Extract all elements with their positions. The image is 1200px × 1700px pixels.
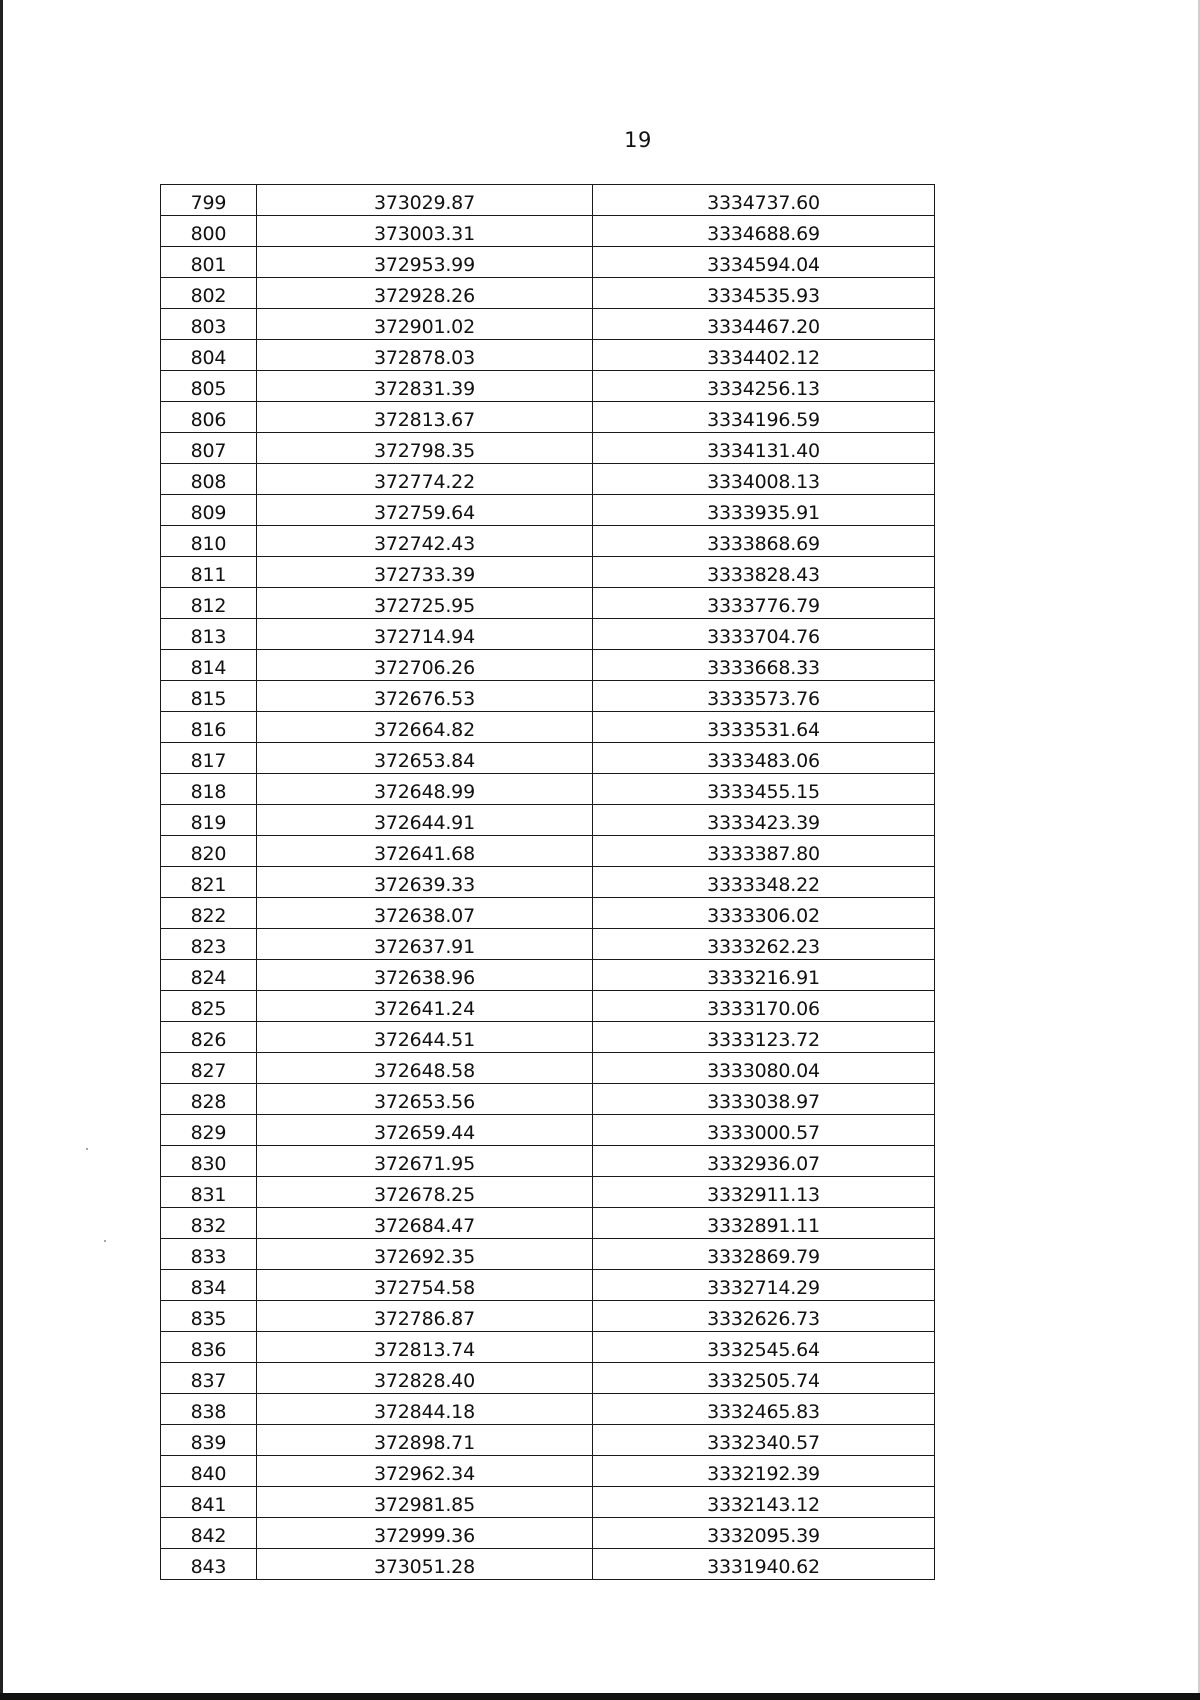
x-coordinate-cell: 372878.03: [257, 340, 593, 371]
table-row: [161, 1239, 935, 1270]
table-row: [161, 557, 935, 588]
table-row: [161, 1487, 935, 1518]
point-id-cell: 811: [161, 557, 257, 588]
point-id-cell: 801: [161, 247, 257, 278]
y-coordinate-cell: 3333828.43: [593, 557, 935, 588]
y-coordinate-cell: 3333262.23: [593, 929, 935, 960]
table-row: [161, 1146, 935, 1177]
table-row: [161, 774, 935, 805]
scan-speck: [86, 1148, 88, 1150]
y-coordinate-cell: 3332891.11: [593, 1208, 935, 1239]
y-coordinate-cell: 3334196.59: [593, 402, 935, 433]
x-coordinate-cell: 372786.87: [257, 1301, 593, 1332]
y-coordinate-cell: 3334737.60: [593, 185, 935, 216]
y-coordinate-cell: 3334535.93: [593, 278, 935, 309]
x-coordinate-cell: 372928.26: [257, 278, 593, 309]
point-id-cell: 812: [161, 588, 257, 619]
table-row: [161, 1208, 935, 1239]
point-id-cell: 841: [161, 1487, 257, 1518]
table-row: [161, 1518, 935, 1549]
point-id-cell: 839: [161, 1425, 257, 1456]
x-coordinate-cell: 372714.94: [257, 619, 593, 650]
point-id-cell: 836: [161, 1332, 257, 1363]
x-coordinate-cell: 373051.28: [257, 1549, 593, 1580]
x-coordinate-cell: 372813.74: [257, 1332, 593, 1363]
point-id-cell: 803: [161, 309, 257, 340]
point-id-cell: 842: [161, 1518, 257, 1549]
point-id-cell: 813: [161, 619, 257, 650]
y-coordinate-cell: 3332626.73: [593, 1301, 935, 1332]
y-coordinate-cell: 3333455.15: [593, 774, 935, 805]
y-coordinate-cell: 3334467.20: [593, 309, 935, 340]
y-coordinate-cell: 3332936.07: [593, 1146, 935, 1177]
x-coordinate-cell: 372742.43: [257, 526, 593, 557]
table-row: [161, 433, 935, 464]
point-id-cell: 800: [161, 216, 257, 247]
x-coordinate-cell: 372981.85: [257, 1487, 593, 1518]
table-row: [161, 991, 935, 1022]
y-coordinate-cell: 3334256.13: [593, 371, 935, 402]
y-coordinate-cell: 3333216.91: [593, 960, 935, 991]
y-coordinate-cell: 3332545.64: [593, 1332, 935, 1363]
point-id-cell: 837: [161, 1363, 257, 1394]
table-row: [161, 464, 935, 495]
coordinate-table-body: [161, 185, 935, 1580]
y-coordinate-cell: 3333387.80: [593, 836, 935, 867]
y-coordinate-cell: 3333531.64: [593, 712, 935, 743]
x-coordinate-cell: 372659.44: [257, 1115, 593, 1146]
y-coordinate-cell: 3332192.39: [593, 1456, 935, 1487]
y-coordinate-cell: 3333306.02: [593, 898, 935, 929]
x-coordinate-cell: 372844.18: [257, 1394, 593, 1425]
x-coordinate-cell: 372999.36: [257, 1518, 593, 1549]
point-id-cell: 826: [161, 1022, 257, 1053]
y-coordinate-cell: 3334131.40: [593, 433, 935, 464]
point-id-cell: 819: [161, 805, 257, 836]
x-coordinate-cell: 372901.02: [257, 309, 593, 340]
table-row: [161, 929, 935, 960]
x-coordinate-cell: 372828.40: [257, 1363, 593, 1394]
table-row: [161, 495, 935, 526]
table-row: [161, 805, 935, 836]
y-coordinate-cell: 3332505.74: [593, 1363, 935, 1394]
table-row: [161, 1332, 935, 1363]
point-id-cell: 807: [161, 433, 257, 464]
y-coordinate-cell: 3332869.79: [593, 1239, 935, 1270]
y-coordinate-cell: 3333170.06: [593, 991, 935, 1022]
x-coordinate-cell: 372706.26: [257, 650, 593, 681]
point-id-cell: 802: [161, 278, 257, 309]
y-coordinate-cell: 3334402.12: [593, 340, 935, 371]
point-id-cell: 810: [161, 526, 257, 557]
x-coordinate-cell: 372813.67: [257, 402, 593, 433]
table-row: [161, 1270, 935, 1301]
point-id-cell: 822: [161, 898, 257, 929]
x-coordinate-cell: 372653.56: [257, 1084, 593, 1115]
x-coordinate-cell: 372641.68: [257, 836, 593, 867]
y-coordinate-cell: 3332911.13: [593, 1177, 935, 1208]
point-id-cell: 816: [161, 712, 257, 743]
point-id-cell: 825: [161, 991, 257, 1022]
table-row: [161, 185, 935, 216]
table-row: [161, 898, 935, 929]
x-coordinate-cell: 372638.07: [257, 898, 593, 929]
point-id-cell: 830: [161, 1146, 257, 1177]
y-coordinate-cell: 3333080.04: [593, 1053, 935, 1084]
table-row: [161, 278, 935, 309]
table-row: [161, 1177, 935, 1208]
table-row: [161, 1053, 935, 1084]
coordinate-table: [160, 184, 935, 1580]
table-row: [161, 681, 935, 712]
y-coordinate-cell: 3333483.06: [593, 743, 935, 774]
point-id-cell: 843: [161, 1549, 257, 1580]
y-coordinate-cell: 3333935.91: [593, 495, 935, 526]
table-row: [161, 1549, 935, 1580]
point-id-cell: 805: [161, 371, 257, 402]
x-coordinate-cell: 372644.51: [257, 1022, 593, 1053]
x-coordinate-cell: 372962.34: [257, 1456, 593, 1487]
table-row: [161, 371, 935, 402]
x-coordinate-cell: 372725.95: [257, 588, 593, 619]
scan-border-left: [0, 0, 3, 1700]
table-row: [161, 867, 935, 898]
point-id-cell: 806: [161, 402, 257, 433]
y-coordinate-cell: 3334688.69: [593, 216, 935, 247]
point-id-cell: 831: [161, 1177, 257, 1208]
y-coordinate-cell: 3333123.72: [593, 1022, 935, 1053]
x-coordinate-cell: 372664.82: [257, 712, 593, 743]
table-row: [161, 836, 935, 867]
table-row: [161, 247, 935, 278]
point-id-cell: 828: [161, 1084, 257, 1115]
x-coordinate-cell: 372733.39: [257, 557, 593, 588]
table-row: [161, 960, 935, 991]
y-coordinate-cell: 3334008.13: [593, 464, 935, 495]
point-id-cell: 809: [161, 495, 257, 526]
point-id-cell: 824: [161, 960, 257, 991]
table-row: [161, 1456, 935, 1487]
point-id-cell: 834: [161, 1270, 257, 1301]
table-row: [161, 1301, 935, 1332]
table-row: [161, 1022, 935, 1053]
y-coordinate-cell: 3333776.79: [593, 588, 935, 619]
x-coordinate-cell: 372678.25: [257, 1177, 593, 1208]
x-coordinate-cell: 372798.35: [257, 433, 593, 464]
table-row: [161, 588, 935, 619]
scan-border-bottom: [0, 1693, 1200, 1700]
x-coordinate-cell: 373029.87: [257, 185, 593, 216]
x-coordinate-cell: 372953.99: [257, 247, 593, 278]
y-coordinate-cell: 3332714.29: [593, 1270, 935, 1301]
table-row: [161, 743, 935, 774]
x-coordinate-cell: 372831.39: [257, 371, 593, 402]
point-id-cell: 840: [161, 1456, 257, 1487]
page-number: 19: [624, 128, 652, 152]
y-coordinate-cell: 3331940.62: [593, 1549, 935, 1580]
x-coordinate-cell: 372676.53: [257, 681, 593, 712]
point-id-cell: 815: [161, 681, 257, 712]
point-id-cell: 817: [161, 743, 257, 774]
table-row: [161, 340, 935, 371]
table-row: [161, 1084, 935, 1115]
point-id-cell: 820: [161, 836, 257, 867]
y-coordinate-cell: 3333038.97: [593, 1084, 935, 1115]
point-id-cell: 804: [161, 340, 257, 371]
point-id-cell: 838: [161, 1394, 257, 1425]
x-coordinate-cell: 372754.58: [257, 1270, 593, 1301]
point-id-cell: 823: [161, 929, 257, 960]
x-coordinate-cell: 372653.84: [257, 743, 593, 774]
point-id-cell: 821: [161, 867, 257, 898]
y-coordinate-cell: 3332143.12: [593, 1487, 935, 1518]
point-id-cell: 832: [161, 1208, 257, 1239]
y-coordinate-cell: 3334594.04: [593, 247, 935, 278]
x-coordinate-cell: 372898.71: [257, 1425, 593, 1456]
point-id-cell: 835: [161, 1301, 257, 1332]
point-id-cell: 808: [161, 464, 257, 495]
table-row: [161, 712, 935, 743]
x-coordinate-cell: 372644.91: [257, 805, 593, 836]
table-row: [161, 216, 935, 247]
point-id-cell: 833: [161, 1239, 257, 1270]
table-row: [161, 309, 935, 340]
table-row: [161, 650, 935, 681]
table-row: [161, 1394, 935, 1425]
table-row: [161, 1363, 935, 1394]
point-id-cell: 799: [161, 185, 257, 216]
y-coordinate-cell: 3333704.76: [593, 619, 935, 650]
table-row: [161, 619, 935, 650]
x-coordinate-cell: 372641.24: [257, 991, 593, 1022]
point-id-cell: 818: [161, 774, 257, 805]
x-coordinate-cell: 372684.47: [257, 1208, 593, 1239]
x-coordinate-cell: 372692.35: [257, 1239, 593, 1270]
x-coordinate-cell: 373003.31: [257, 216, 593, 247]
table-row: [161, 1425, 935, 1456]
table-row: [161, 1115, 935, 1146]
point-id-cell: 814: [161, 650, 257, 681]
table-row: [161, 526, 935, 557]
x-coordinate-cell: 372648.99: [257, 774, 593, 805]
point-id-cell: 827: [161, 1053, 257, 1084]
x-coordinate-cell: 372638.96: [257, 960, 593, 991]
y-coordinate-cell: 3333668.33: [593, 650, 935, 681]
y-coordinate-cell: 3332340.57: [593, 1425, 935, 1456]
x-coordinate-cell: 372648.58: [257, 1053, 593, 1084]
x-coordinate-cell: 372774.22: [257, 464, 593, 495]
y-coordinate-cell: 3332465.83: [593, 1394, 935, 1425]
scan-speck: [104, 1240, 106, 1242]
y-coordinate-cell: 3333573.76: [593, 681, 935, 712]
x-coordinate-cell: 372639.33: [257, 867, 593, 898]
x-coordinate-cell: 372671.95: [257, 1146, 593, 1177]
y-coordinate-cell: 3333000.57: [593, 1115, 935, 1146]
point-id-cell: 829: [161, 1115, 257, 1146]
y-coordinate-cell: 3333348.22: [593, 867, 935, 898]
x-coordinate-cell: 372759.64: [257, 495, 593, 526]
y-coordinate-cell: 3333868.69: [593, 526, 935, 557]
y-coordinate-cell: 3332095.39: [593, 1518, 935, 1549]
table-row: [161, 402, 935, 433]
y-coordinate-cell: 3333423.39: [593, 805, 935, 836]
x-coordinate-cell: 372637.91: [257, 929, 593, 960]
